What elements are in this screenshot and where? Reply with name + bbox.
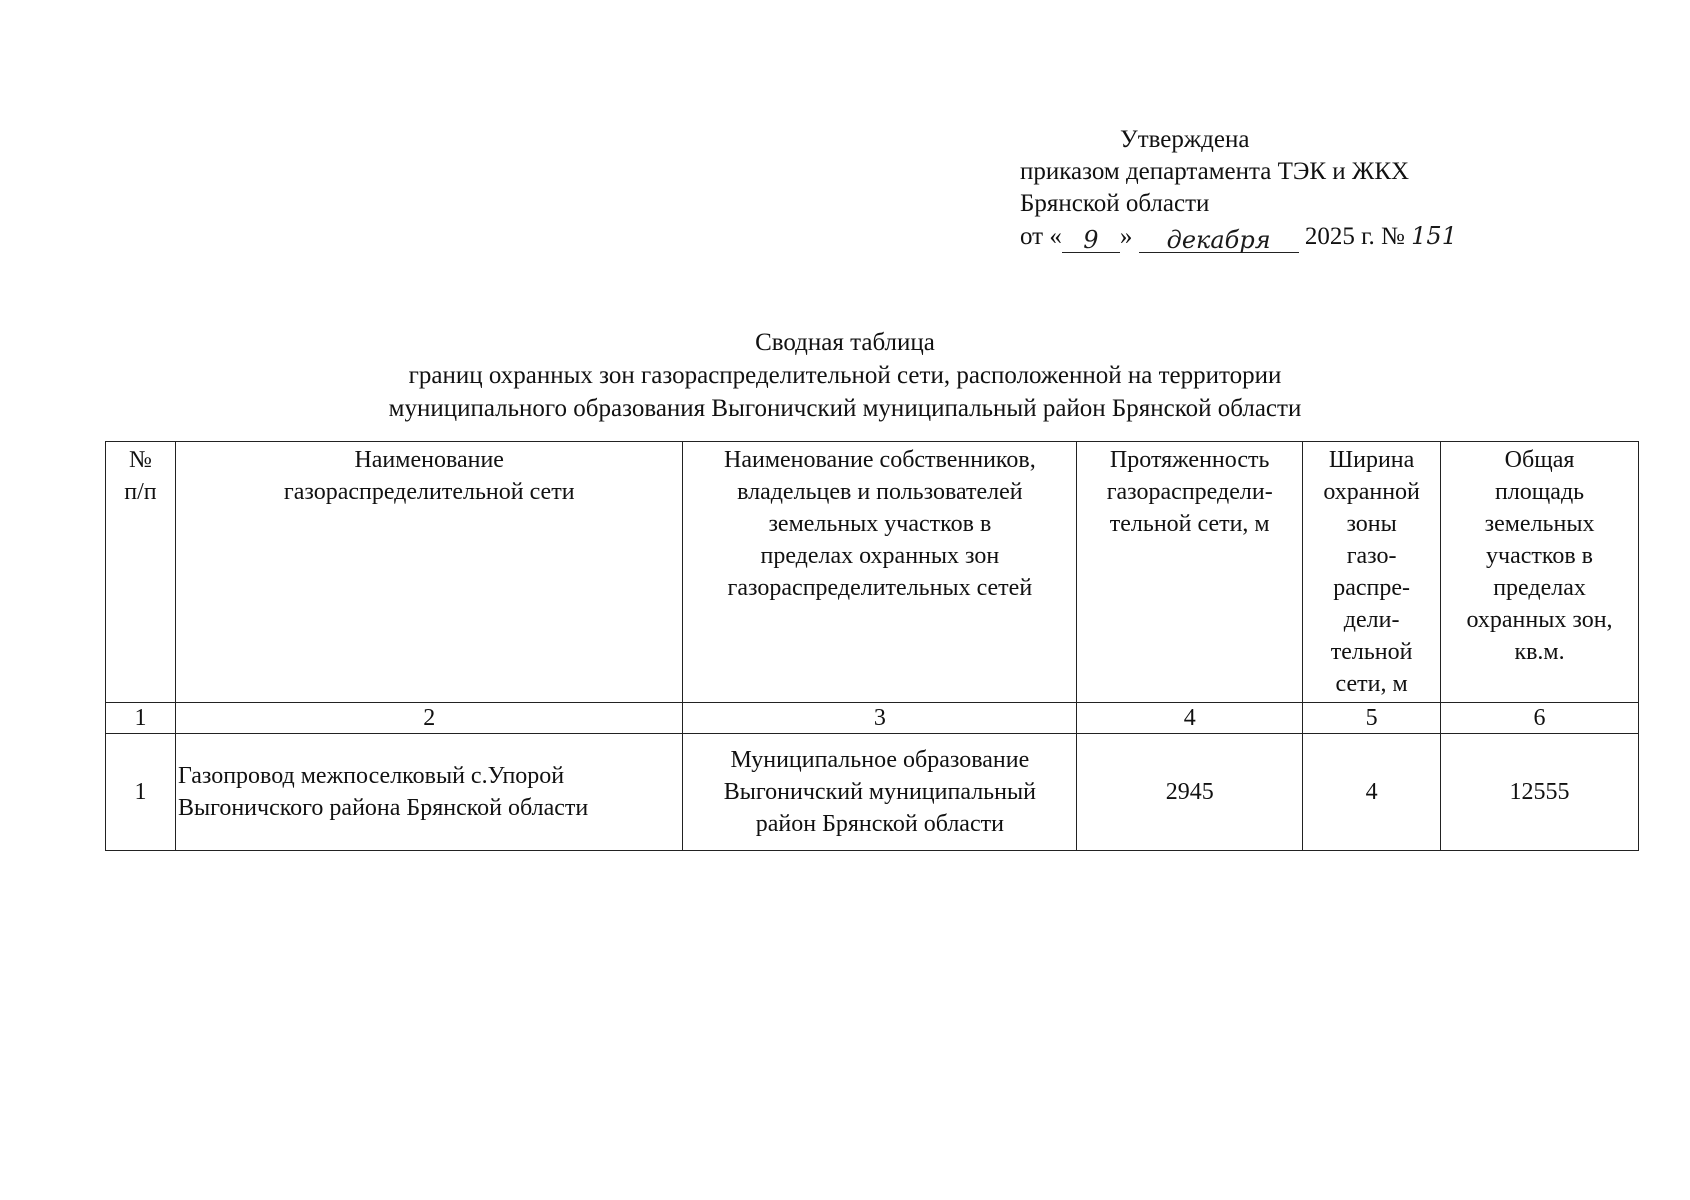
header-network-name-text: Наименование газораспределительной сети	[283, 447, 575, 505]
row-length: 2945	[1077, 734, 1303, 851]
approval-line-department: приказом департамента ТЭК и ЖКХ	[1020, 158, 1410, 185]
header-total-area-text: Общая площадь земельных участков в пределах охранных зон, кв.м.	[1466, 447, 1613, 665]
header-number-text: № п/п	[124, 447, 157, 505]
column-number-4: 4	[1077, 703, 1303, 734]
heading-subtitle-1: границ охранных зон газораспределительной сети, расположенной на территории	[408, 362, 1282, 389]
approval-line-region: Брянской области	[1020, 190, 1210, 217]
header-network-name	[175, 442, 683, 703]
row-number: 1	[106, 734, 176, 851]
approval-title: Утверждена	[1120, 126, 1250, 153]
order-day-handwritten: 9	[1083, 226, 1099, 254]
table-row	[106, 734, 1639, 851]
heading-subtitle-2: муниципального образования Выгоничский муниципальный район Брянской области	[388, 395, 1302, 422]
column-number-3: 3	[683, 703, 1077, 734]
row-network-name	[175, 734, 683, 851]
row-owners-text: Муниципальное образование Выгоничский муниципальный район Брянской области	[723, 747, 1036, 837]
header-zone-width-text: Ширина охранной зоны газо- распре- дели- тельной сети, м	[1323, 447, 1420, 697]
header-number	[106, 442, 176, 703]
order-day-blank	[1062, 224, 1120, 253]
approval-block	[1020, 124, 1480, 253]
column-number-5: 5	[1303, 703, 1441, 734]
header-total-area	[1441, 442, 1639, 703]
row-owners	[683, 734, 1077, 851]
header-length-text: Протяженность газораспредели- тельной сети, м	[1106, 447, 1273, 537]
row-network-name-text: Газопровод межпоселковый с.Упорой Выгоничского района Брянской области	[177, 763, 589, 821]
table-header-row	[106, 442, 1639, 703]
header-length	[1077, 442, 1303, 703]
document-heading	[0, 326, 1690, 425]
row-total-area: 12555	[1441, 734, 1639, 851]
order-number-handwritten: 151	[1411, 222, 1457, 250]
heading-title: Сводная таблица	[755, 329, 935, 356]
row-zone-width: 4	[1303, 734, 1441, 851]
header-owners	[683, 442, 1077, 703]
header-owners-text: Наименование собственников, владельцев и пользователей земельных участков в пределах охранных зон газораспределительных сетей	[724, 447, 1036, 601]
order-from-label: от «	[1020, 223, 1062, 250]
column-number-row	[106, 703, 1639, 734]
order-number-sign: №	[1381, 223, 1405, 250]
order-month-handwritten: декабря	[1166, 226, 1271, 254]
summary-table	[105, 441, 1639, 851]
column-number-1: 1	[106, 703, 176, 734]
order-year: 2025 г.	[1304, 223, 1375, 250]
column-number-2: 2	[175, 703, 683, 734]
order-quote-close: »	[1119, 223, 1133, 250]
header-zone-width	[1303, 442, 1441, 703]
order-date-line	[1020, 220, 1480, 253]
order-month-blank	[1139, 224, 1299, 253]
column-number-6: 6	[1441, 703, 1639, 734]
